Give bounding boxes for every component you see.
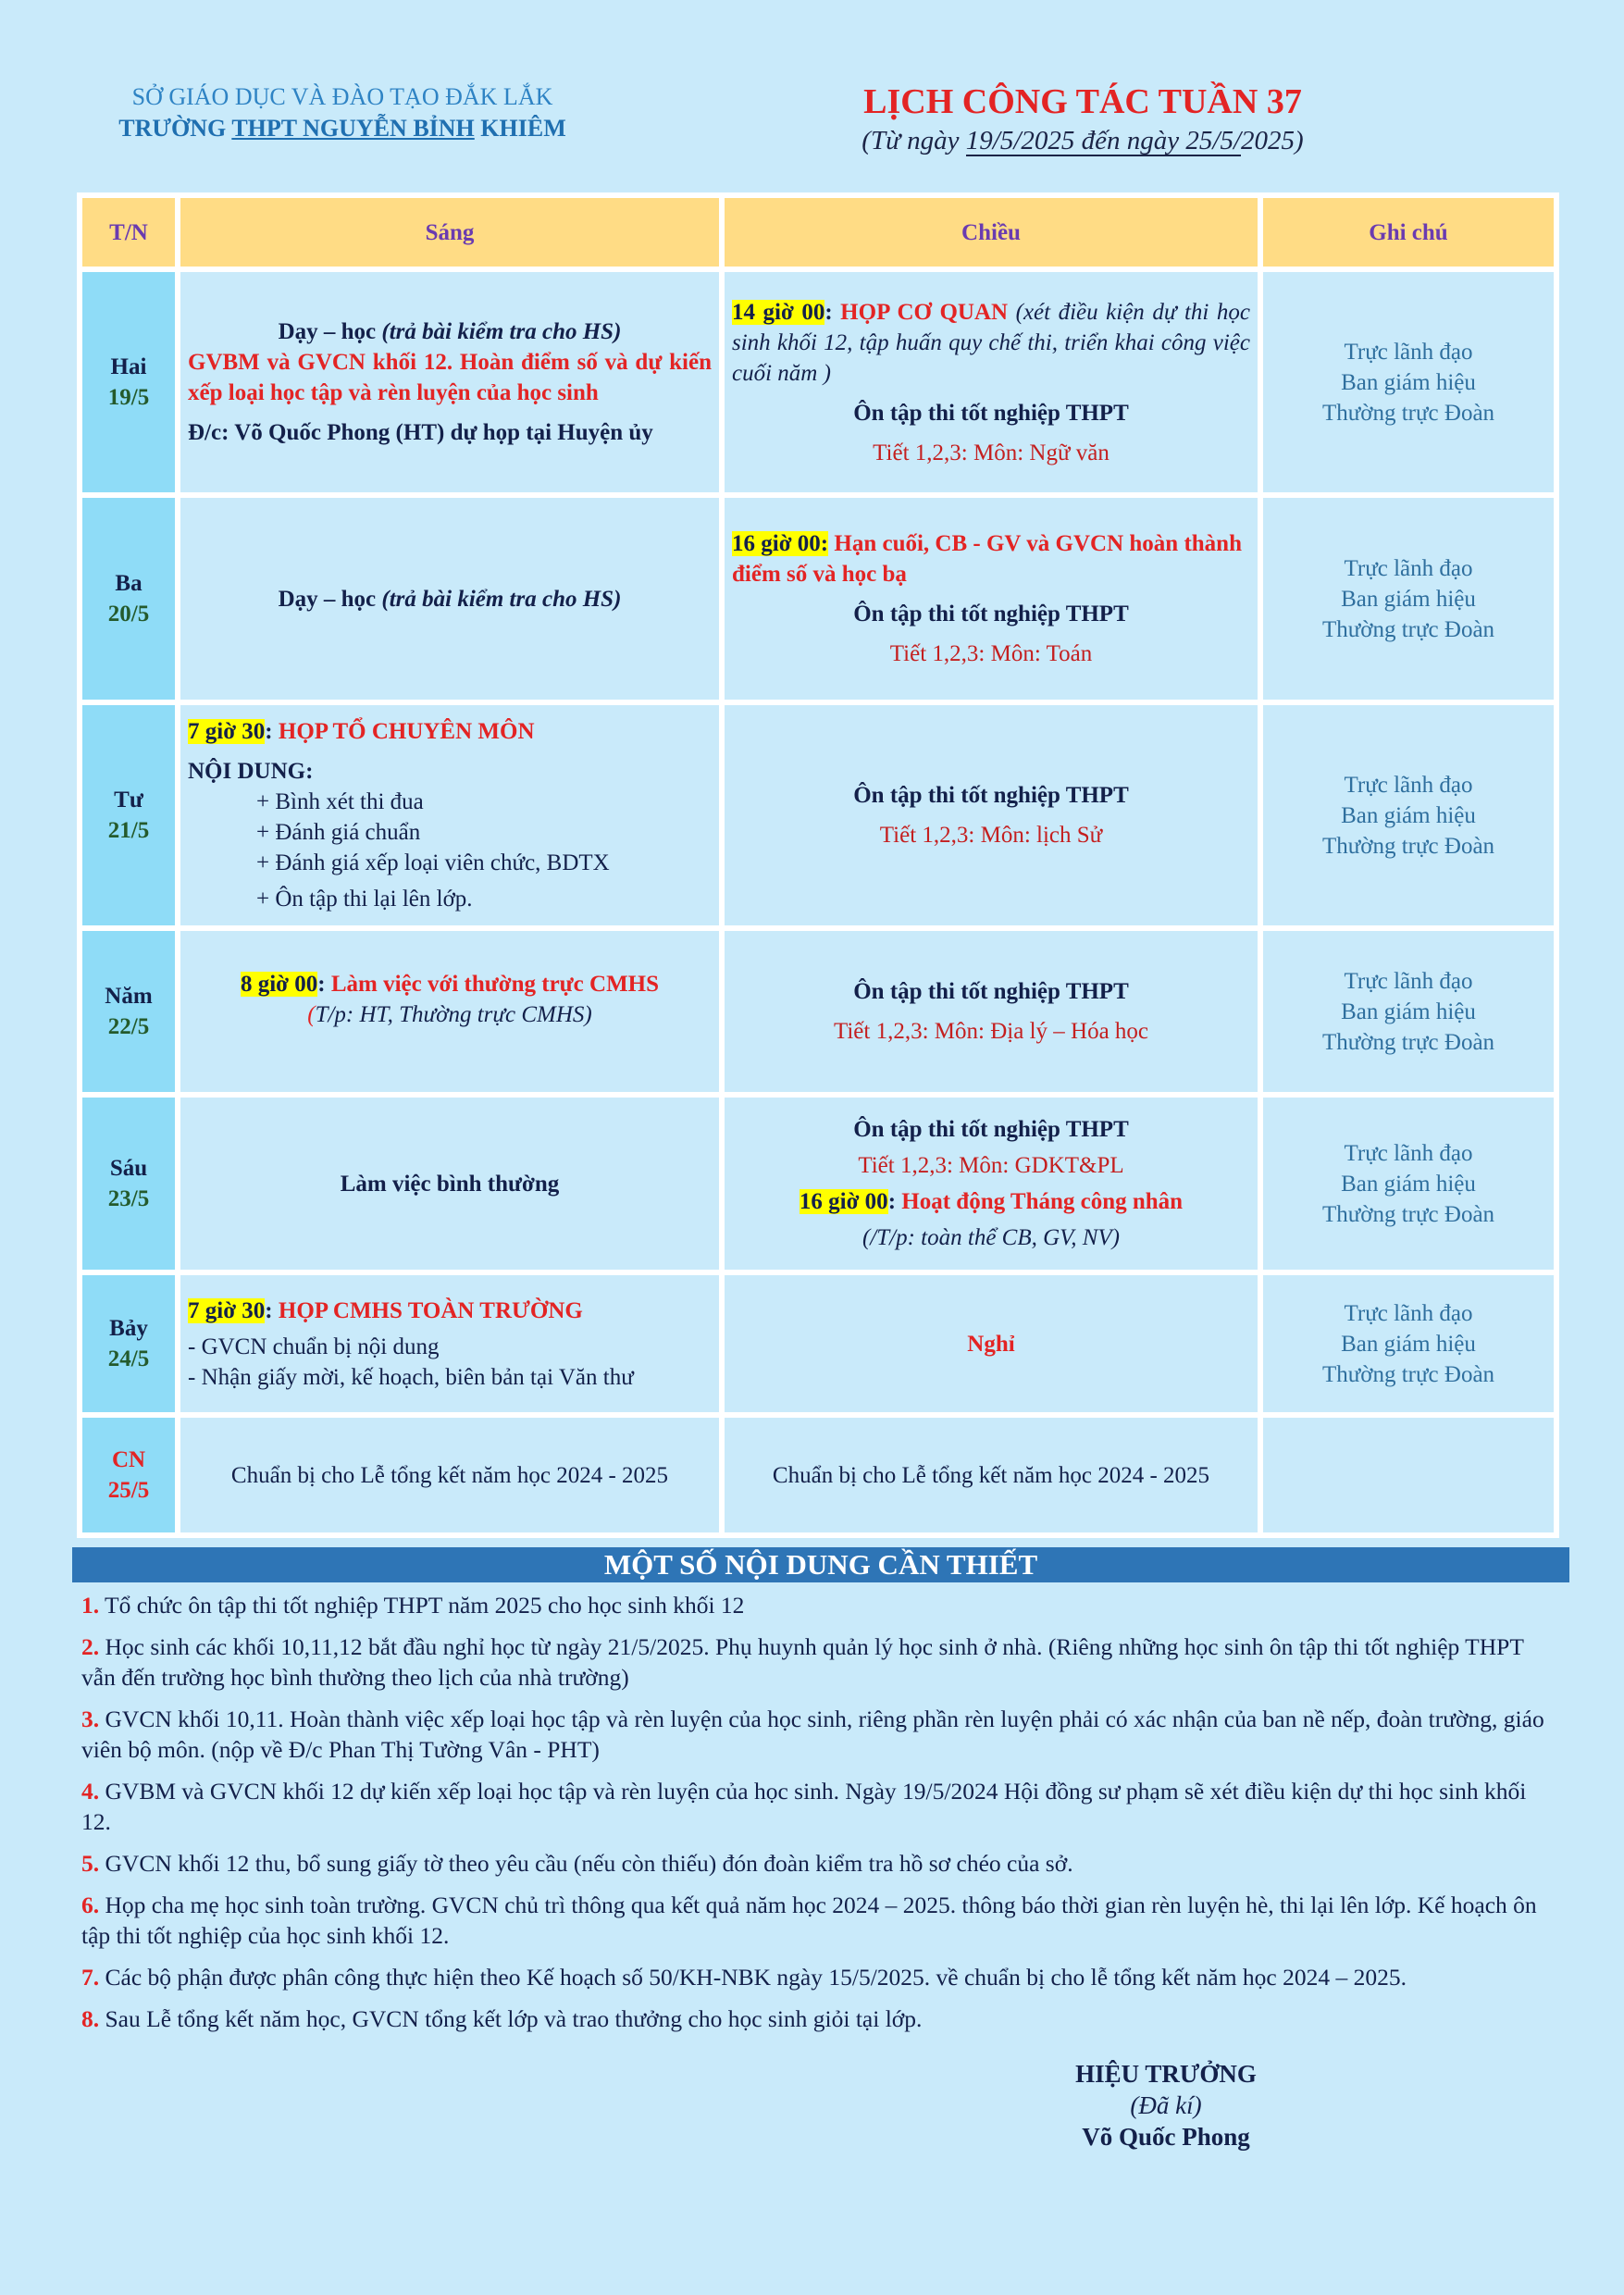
subtitle-suffix: 2025) bbox=[1241, 126, 1304, 155]
school-name bbox=[93, 113, 592, 144]
review-label: Ôn tập thi tốt nghiệp THPT bbox=[853, 783, 1129, 808]
list-item bbox=[81, 1890, 1556, 1951]
review-label: Ôn tập thi tốt nghiệp THPT bbox=[853, 400, 1129, 426]
review-subject: Tiết 1,2,3: Môn: Địa lý – Hóa học bbox=[833, 1019, 1149, 1044]
day-name: Sáu bbox=[109, 1156, 148, 1181]
notes-cell bbox=[1260, 269, 1556, 495]
afternoon-event bbox=[732, 528, 1250, 589]
afternoon-event bbox=[732, 297, 1250, 389]
afternoon-cell bbox=[722, 928, 1260, 1095]
event-colon: : bbox=[265, 1297, 279, 1323]
note-board: Ban giám hiệu bbox=[1341, 802, 1476, 828]
afternoon-event bbox=[732, 1186, 1250, 1217]
review-subject: Tiết 1,2,3: Môn: Toán bbox=[889, 641, 1093, 666]
notes-cell bbox=[1260, 1095, 1556, 1272]
day-date: 25/5 bbox=[107, 1478, 150, 1503]
notes-section-title: MỘT SỐ NỘI DUNG CẦN THIẾT bbox=[72, 1547, 1569, 1582]
day-name: CN bbox=[111, 1447, 146, 1472]
morning-teaching bbox=[188, 316, 712, 347]
morning-task: GVBM và GVCN khối 12. Hoàn điểm số và dự kiến xếp loại học tập và rèn luyện của học sinh bbox=[188, 350, 712, 405]
list-item bbox=[81, 1631, 1556, 1693]
item-number: 2. bbox=[81, 1633, 100, 1660]
item-number: 3. bbox=[81, 1706, 100, 1732]
item-number: 8. bbox=[81, 2005, 100, 2032]
signature-title: HIỆU TRƯỞNG bbox=[1075, 2060, 1257, 2088]
paren-open: ( bbox=[307, 1002, 316, 1027]
review-subject: Tiết 1,2,3: Môn: GDKT&PL bbox=[858, 1153, 1124, 1178]
review-label: Ôn tập thi tốt nghiệp THPT bbox=[853, 1117, 1129, 1142]
content-label: NỘI DUNG: bbox=[188, 759, 314, 784]
column-header-morning: Sáng bbox=[178, 195, 722, 269]
morning-cell bbox=[178, 1095, 722, 1272]
participants-text: T/p: HT, Thường trực CMHS) bbox=[315, 1002, 592, 1027]
afternoon-text: Chuẩn bị cho Lễ tổng kết năm học 2024 - 2025 bbox=[772, 1462, 1210, 1488]
item-number: 4. bbox=[81, 1778, 100, 1805]
item-number: 5. bbox=[81, 1850, 100, 1877]
morning-event bbox=[188, 716, 712, 747]
note-union: Thường trực Đoàn bbox=[1321, 400, 1495, 426]
item-text: Tổ chức ôn tập thi tốt nghiệp THPT năm 2025 cho học sinh khối 12 bbox=[99, 1592, 745, 1619]
signature-status: (Đã kí) bbox=[1130, 2091, 1202, 2119]
teaching-label: Dạy – học bbox=[278, 319, 382, 344]
note-union: Thường trực Đoàn bbox=[1321, 616, 1495, 642]
item-number: 1. bbox=[81, 1592, 100, 1619]
note-union: Thường trực Đoàn bbox=[1321, 1361, 1495, 1387]
day-name: Tư bbox=[114, 788, 143, 813]
subtitle-date-range: 19/5/2025 đến ngày 25/5/ bbox=[965, 126, 1242, 155]
note-duty-leader: Trực lãnh đạo bbox=[1344, 968, 1473, 994]
header-left bbox=[93, 81, 592, 144]
event-time: 7 giờ 30 bbox=[188, 1297, 266, 1323]
notes-cell bbox=[1260, 1272, 1556, 1415]
day-date: 20/5 bbox=[107, 602, 150, 626]
day-name: Năm bbox=[105, 984, 153, 1009]
column-header-day: T/N bbox=[80, 195, 178, 269]
day-name: Hai bbox=[110, 354, 147, 379]
table-row bbox=[80, 495, 1556, 702]
event-time: 7 giờ 30 bbox=[188, 719, 266, 744]
day-cell bbox=[80, 495, 178, 702]
note-duty-leader: Trực lãnh đạo bbox=[1344, 1300, 1473, 1326]
item-text: GVBM và GVCN khối 12 dự kiến xếp loại học tập và rèn luyện của học sinh. Ngày 19/5/2024 Hội đồng sư phạm sẽ xét điều kiện dự thi học sinh khối 12. bbox=[81, 1778, 1527, 1835]
header-right bbox=[796, 80, 1370, 157]
item-text: Sau Lễ tổng kết năm học, GVCN tổng kết lớp và trao thưởng cho học sinh giỏi tại lớp. bbox=[99, 2005, 923, 2032]
signature-block bbox=[1018, 2058, 1314, 2152]
day-date: 19/5 bbox=[107, 385, 150, 410]
afternoon-cell bbox=[722, 702, 1260, 928]
day-date: 21/5 bbox=[107, 818, 150, 843]
day-name: Ba bbox=[115, 571, 143, 596]
morning-cell bbox=[178, 1272, 722, 1415]
day-cell bbox=[80, 1415, 178, 1535]
note-duty-leader: Trực lãnh đạo bbox=[1344, 339, 1473, 365]
list-item bbox=[81, 2003, 1556, 2034]
notes-list bbox=[81, 1590, 1556, 2045]
school-name-prefix: TRƯỜNG bbox=[118, 115, 232, 142]
schedule-table bbox=[77, 192, 1559, 1538]
item-text: GVCN khối 12 thu, bổ sung giấy tờ theo yêu cầu (nếu còn thiếu) đón đoàn kiểm tra hồ sơ chéo của sở. bbox=[99, 1850, 1073, 1877]
signature-name: Võ Quốc Phong bbox=[1082, 2123, 1250, 2151]
event-participants: (/T/p: toàn thể CB, GV, NV) bbox=[862, 1225, 1120, 1250]
page-subtitle bbox=[796, 124, 1370, 157]
event-colon: : bbox=[887, 1189, 902, 1214]
list-item bbox=[81, 1590, 1556, 1620]
note-board: Ban giám hiệu bbox=[1341, 1331, 1476, 1357]
note-union: Thường trực Đoàn bbox=[1321, 1029, 1495, 1055]
event-title: HỌP CMHS TOÀN TRƯỜNG bbox=[278, 1297, 583, 1323]
event-time: 8 giờ 00 bbox=[240, 972, 318, 997]
item-text: Các bộ phận được phân công thực hiện theo Kế hoạch số 50/KH-NBK ngày 15/5/2025. về chuẩn bị cho lễ tổng kết năm học 2024 – 2025. bbox=[99, 1964, 1407, 1991]
day-cell bbox=[80, 928, 178, 1095]
item-text: Học sinh các khối 10,11,12 bắt đầu nghỉ học từ ngày 21/5/2025. Phụ huynh quản lý học sinh ở nhà. (Riêng những học sinh ôn tập thi tốt nghiệp THPT vẫn đến trường học bình thường theo lịch của nhà trường) bbox=[81, 1633, 1524, 1691]
school-name-suffix: KHIÊM bbox=[474, 115, 566, 142]
note-union: Thường trực Đoàn bbox=[1321, 833, 1495, 859]
event-time: 16 giờ 00 bbox=[799, 1189, 888, 1214]
school-name-underlined: THPT NGUYỄN BỈNH bbox=[231, 115, 475, 142]
notes-cell bbox=[1260, 495, 1556, 702]
event-participants bbox=[188, 999, 712, 1030]
day-date: 22/5 bbox=[107, 1014, 150, 1039]
content-item: + Đánh giá chuẩn bbox=[256, 820, 421, 845]
morning-text: Chuẩn bị cho Lễ tổng kết năm học 2024 - 2025 bbox=[230, 1462, 669, 1488]
table-header-row bbox=[80, 195, 1556, 269]
afternoon-text: Nghỉ bbox=[967, 1331, 1015, 1357]
list-item bbox=[81, 1704, 1556, 1765]
note-board: Ban giám hiệu bbox=[1341, 586, 1476, 612]
list-item bbox=[81, 1776, 1556, 1837]
day-cell bbox=[80, 1095, 178, 1272]
morning-cell bbox=[178, 928, 722, 1095]
morning-task: - GVCN chuẩn bị nội dung bbox=[188, 1334, 440, 1359]
event-title: HỌP CƠ QUAN bbox=[840, 299, 1016, 325]
teaching-detail: (trả bài kiểm tra cho HS) bbox=[381, 319, 622, 344]
event-title: HỌP TỔ CHUYÊN MÔN bbox=[278, 719, 535, 744]
day-cell bbox=[80, 702, 178, 928]
event-colon: : bbox=[824, 299, 841, 325]
afternoon-cell bbox=[722, 1415, 1260, 1535]
table-row bbox=[80, 1415, 1556, 1535]
event-time: 16 giờ 00: bbox=[732, 531, 829, 556]
event-colon: : bbox=[317, 972, 331, 997]
afternoon-cell bbox=[722, 495, 1260, 702]
morning-task: - Nhận giấy mời, kế hoạch, biên bản tại Văn thư bbox=[188, 1364, 634, 1390]
note-duty-leader: Trực lãnh đạo bbox=[1344, 555, 1473, 581]
content-item: + Đánh giá xếp loại viên chức, BDTX bbox=[256, 850, 610, 875]
day-cell bbox=[80, 1272, 178, 1415]
note-board: Ban giám hiệu bbox=[1341, 999, 1476, 1024]
notes-cell bbox=[1260, 928, 1556, 1095]
morning-cell bbox=[178, 269, 722, 495]
afternoon-cell bbox=[722, 1272, 1260, 1415]
review-label: Ôn tập thi tốt nghiệp THPT bbox=[853, 979, 1129, 1004]
note-duty-leader: Trực lãnh đạo bbox=[1344, 1140, 1473, 1166]
review-subject: Tiết 1,2,3: Môn: Ngữ văn bbox=[873, 440, 1110, 465]
list-item bbox=[81, 1962, 1556, 1992]
morning-teaching bbox=[188, 584, 712, 614]
note-board: Ban giám hiệu bbox=[1341, 1171, 1476, 1197]
review-label: Ôn tập thi tốt nghiệp THPT bbox=[853, 602, 1129, 626]
table-row bbox=[80, 269, 1556, 495]
table-row bbox=[80, 1272, 1556, 1415]
event-title: Hoạt động Tháng công nhân bbox=[901, 1189, 1184, 1214]
item-number: 7. bbox=[81, 1964, 100, 1991]
morning-cell bbox=[178, 1415, 722, 1535]
teaching-label: Dạy – học bbox=[278, 586, 382, 612]
morning-event bbox=[188, 969, 712, 999]
event-colon: : bbox=[265, 719, 279, 744]
subtitle-prefix: (Từ ngày bbox=[862, 126, 966, 155]
event-time: 14 giờ 00 bbox=[732, 299, 825, 325]
note-board: Ban giám hiệu bbox=[1341, 369, 1476, 395]
afternoon-cell bbox=[722, 269, 1260, 495]
event-title: Hạn cuối, CB - GV và GVCN hoàn thành điểm số và học bạ bbox=[732, 531, 1242, 587]
event-detail: (xét điều kiện dự thi học sinh khối 12, tập huấn quy chế thi, triển khai công việc cuối năm ) bbox=[732, 299, 1250, 386]
morning-event bbox=[188, 1296, 712, 1326]
content-item: + Bình xét thi đua bbox=[256, 789, 424, 814]
day-name: Bảy bbox=[109, 1316, 148, 1341]
table-row bbox=[80, 702, 1556, 928]
item-text: GVCN khối 10,11. Hoàn thành việc xếp loại học tập và rèn luyện của học sinh, riêng phần rèn luyện phải có xác nhận của ban nề nếp, đoàn trường, giáo viên bộ môn. (nộp về Đ/c Phan Thị Tường Vân - PHT) bbox=[81, 1706, 1544, 1763]
notes-cell bbox=[1260, 1415, 1556, 1535]
morning-meeting: Đ/c: Võ Quốc Phong (HT) dự họp tại Huyện ủy bbox=[188, 420, 653, 445]
morning-cell bbox=[178, 702, 722, 928]
afternoon-cell bbox=[722, 1095, 1260, 1272]
morning-text: Làm việc bình thường bbox=[340, 1171, 560, 1197]
content-item: + Ôn tập thi lại lên lớp. bbox=[256, 887, 473, 912]
list-item bbox=[81, 1848, 1556, 1879]
event-title: Làm việc với thường trực CMHS bbox=[330, 972, 660, 997]
page-title: LỊCH CÔNG TÁC TUẦN 37 bbox=[863, 82, 1302, 121]
column-header-notes: Ghi chú bbox=[1260, 195, 1556, 269]
day-date: 24/5 bbox=[107, 1346, 150, 1371]
column-header-afternoon: Chiều bbox=[722, 195, 1260, 269]
teaching-detail: (trả bài kiểm tra cho HS) bbox=[381, 586, 622, 612]
item-text: Họp cha mẹ học sinh toàn trường. GVCN chủ trì thông qua kết quả năm học 2024 – 2025. thông báo thời gian rèn luyện hè, thi lại lên lớp. Kế hoạch ôn tập thi tốt nghiệp của học sinh khối 12. bbox=[81, 1892, 1537, 1949]
day-cell bbox=[80, 269, 178, 495]
morning-cell bbox=[178, 495, 722, 702]
table-row bbox=[80, 1095, 1556, 1272]
day-date: 23/5 bbox=[107, 1186, 150, 1211]
note-duty-leader: Trực lãnh đạo bbox=[1344, 772, 1473, 798]
department-name: SỞ GIÁO DỤC VÀ ĐÀO TẠO ĐẮK LẮK bbox=[131, 83, 553, 110]
notes-cell bbox=[1260, 702, 1556, 928]
note-union: Thường trực Đoàn bbox=[1321, 1201, 1495, 1227]
review-subject: Tiết 1,2,3: Môn: lịch Sử bbox=[879, 823, 1103, 848]
item-number: 6. bbox=[81, 1892, 100, 1918]
table-row bbox=[80, 928, 1556, 1095]
